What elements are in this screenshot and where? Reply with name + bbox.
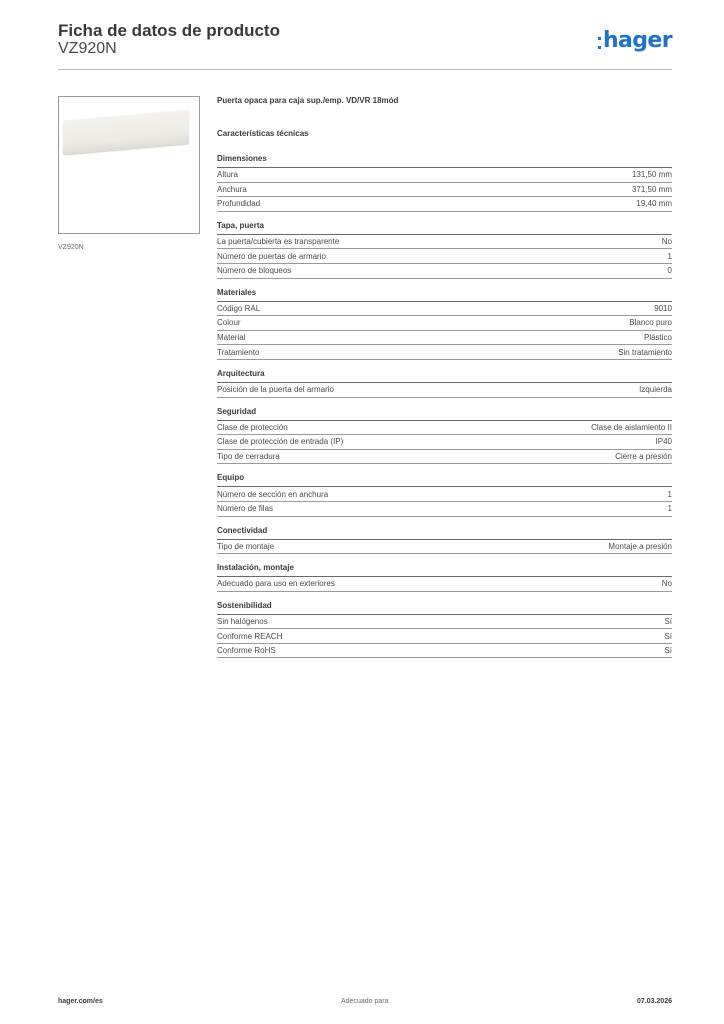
spec-row xyxy=(217,249,672,264)
section-title: Materiales xyxy=(217,287,257,297)
spec-value: Izquierda xyxy=(639,385,672,395)
spec-table xyxy=(217,420,672,465)
spec-row xyxy=(217,487,672,502)
spec-label: Tipo de montaje xyxy=(217,541,275,551)
spec-value: Sin tratamiento xyxy=(618,347,672,357)
spec-table xyxy=(217,614,672,659)
product-image xyxy=(58,96,200,234)
section-title: Arquitectura xyxy=(217,368,265,378)
spec-section xyxy=(217,221,672,279)
spec-label: Número de bloqueos xyxy=(217,266,292,276)
spec-label: Posición de la puerta del armario xyxy=(217,385,334,395)
spec-row xyxy=(217,331,672,346)
section-title: Instalación, montaje xyxy=(217,563,294,573)
spec-value: Clase de aislamiento II xyxy=(591,422,672,432)
spec-value: IP40 xyxy=(655,437,672,447)
spec-row xyxy=(217,450,672,465)
spec-label: Colour xyxy=(217,318,241,328)
spec-row xyxy=(217,383,672,398)
spec-value: Blanco puro xyxy=(629,318,672,328)
spec-section xyxy=(217,154,672,212)
spec-value: No xyxy=(661,237,672,247)
section-title: Equipo xyxy=(217,473,245,483)
spec-value: 0 xyxy=(667,266,672,276)
spec-section xyxy=(217,473,672,516)
spec-table xyxy=(217,486,672,516)
spec-row xyxy=(217,345,672,360)
spec-section xyxy=(217,288,672,360)
section-title: Conectividad xyxy=(217,525,268,535)
spec-label: La puerta/cubierta es transparente xyxy=(217,237,340,247)
spec-section xyxy=(217,601,672,659)
logo-colon-icon xyxy=(598,37,601,49)
spec-table xyxy=(217,382,672,398)
spec-value: Sí xyxy=(664,616,672,626)
section-title: Seguridad xyxy=(217,406,257,416)
spec-row xyxy=(217,502,672,517)
spec-section xyxy=(217,563,672,592)
spec-label: Código RAL xyxy=(217,303,261,313)
spec-row xyxy=(217,235,672,250)
section-title: Sostenibilidad xyxy=(217,600,272,610)
spec-value: Sí xyxy=(664,646,672,656)
spec-table xyxy=(217,234,672,279)
image-caption: VZ920N xyxy=(58,244,84,251)
spec-label: Adecuado para uso en exteriores xyxy=(217,579,335,589)
logo-text: hager xyxy=(602,28,672,53)
spec-section xyxy=(217,407,672,465)
product-code: VZ920N xyxy=(58,40,117,57)
spec-row xyxy=(217,615,672,630)
spec-row xyxy=(217,316,672,331)
spec-value: 1 xyxy=(667,489,672,499)
spec-label: Número de filas xyxy=(217,504,274,514)
spec-label: Sin halógenos xyxy=(217,616,268,626)
spec-value: 131,50 mm xyxy=(631,170,672,180)
section-title: Tapa, puerta xyxy=(217,220,264,230)
spec-section xyxy=(217,526,672,555)
footer-website-link[interactable]: hager.com/es xyxy=(58,998,103,1005)
header-divider xyxy=(58,69,672,70)
spec-row xyxy=(217,577,672,592)
page-title: Ficha de datos de producto xyxy=(58,21,280,40)
spec-label: Número de puertas de armario xyxy=(217,251,326,261)
spec-label: Material xyxy=(217,333,246,343)
spec-row xyxy=(217,421,672,436)
spec-label: Número de sección en anchura xyxy=(217,489,329,499)
door-panel-picture xyxy=(63,109,189,154)
spec-label: Clase de protección xyxy=(217,422,288,432)
spec-row xyxy=(217,302,672,317)
spec-sections xyxy=(217,154,672,658)
spec-table xyxy=(217,301,672,360)
spec-value: 9010 xyxy=(654,303,672,313)
spec-table xyxy=(217,539,672,555)
spec-section xyxy=(217,369,672,398)
spec-value: No xyxy=(661,579,672,589)
spec-value: 1 xyxy=(667,251,672,261)
spec-row xyxy=(217,168,672,183)
spec-value: Plástico xyxy=(643,333,672,343)
footer-center-text: Adecuado para xyxy=(341,998,389,1005)
spec-value: Sí xyxy=(664,631,672,641)
spec-table xyxy=(217,576,672,592)
spec-label: Profundidad xyxy=(217,199,261,209)
spec-row xyxy=(217,540,672,555)
spec-value: 371,50 mm xyxy=(631,184,672,194)
spec-label: Anchura xyxy=(217,184,247,194)
spec-row xyxy=(217,435,672,450)
spec-content xyxy=(217,96,672,667)
spec-row xyxy=(217,644,672,659)
spec-label: Altura xyxy=(217,170,238,180)
section-title: Dimensiones xyxy=(217,154,267,163)
spec-label: Tipo de cerradura xyxy=(217,452,280,462)
technical-characteristics-heading: Características técnicas xyxy=(217,129,309,138)
footer-date: 07.03.2026 xyxy=(636,998,672,1005)
spec-value: 19,40 mm xyxy=(636,199,672,209)
spec-value: Cierre a presión xyxy=(615,452,672,462)
spec-label: Conforme REACH xyxy=(217,631,283,641)
spec-label: Tratamiento xyxy=(217,347,260,357)
spec-row xyxy=(217,264,672,279)
spec-value: 1 xyxy=(667,504,672,514)
product-description: Puerta opaca para caja sup./emp. VD/VR 18mód xyxy=(217,96,399,105)
spec-label: Conforme RoHS xyxy=(217,646,276,656)
hager-logo[interactable] xyxy=(598,28,672,53)
spec-row xyxy=(217,197,672,212)
spec-table xyxy=(217,167,672,212)
spec-row xyxy=(217,629,672,644)
spec-label: Clase de protección de entrada (IP) xyxy=(217,437,344,447)
spec-row xyxy=(217,183,672,198)
spec-value: Montaje a presión xyxy=(608,541,672,551)
